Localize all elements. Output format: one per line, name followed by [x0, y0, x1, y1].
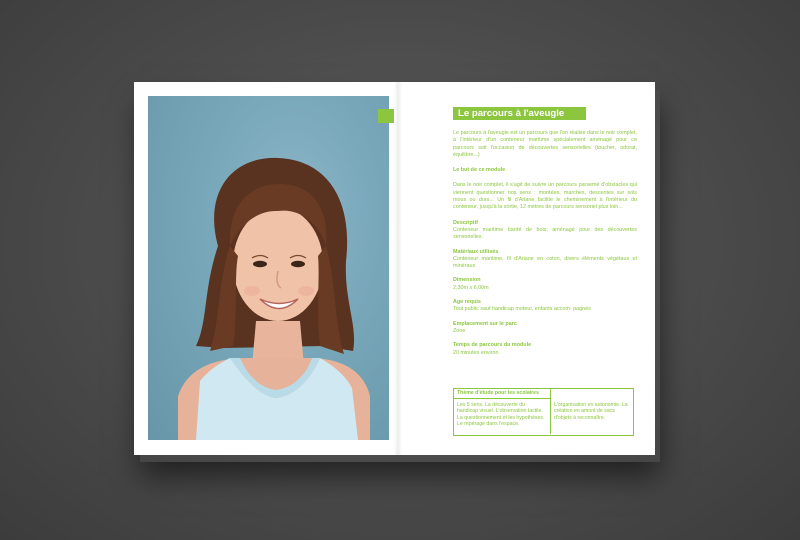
- section-dimension: [453, 277, 637, 292]
- section-temps: [453, 342, 637, 357]
- girl-photo: [148, 96, 389, 440]
- page-fold: [394, 82, 402, 455]
- section-heading: Matériaux utilisés: [453, 248, 499, 255]
- theme-column-1: Les 5 sens. La découverte du handicap visuel. L'observation tactile. La questionnement et les hypothèses. Le repérage dans l'espace.: [454, 399, 551, 434]
- section-text: Conteneur maritime bardé de bois, aménagé pour des découvertes sensorielles.: [453, 226, 637, 241]
- section-materiaux: [453, 249, 637, 271]
- section-text: Tout public sauf handicap moteur, enfants accom- pagnés: [453, 306, 591, 313]
- section-heading: Age requis: [453, 299, 481, 306]
- brochure-spread: [134, 82, 655, 455]
- intro-text: Le parcours à l'aveugle est un parcours que l'on réalise dans le noir complet, à l'intérieur d'un conteneur maritime spécialement aménagé pour ce parcours soit l'occasion de découvertes sensorielles (toucher, odorat, équilibre...): [453, 130, 637, 158]
- theme-column-2: L'organisation en autonomie. La création en amont de sacs d'objets à reconnaître.: [554, 402, 628, 421]
- goal-heading: Le but de ce module: [453, 167, 506, 174]
- section-heading: Temps de parcours du module: [453, 342, 532, 349]
- section-heading: Emplacement sur le parc: [453, 320, 517, 327]
- section-heading: Dimension: [453, 277, 481, 284]
- section-heading: Descriptif: [453, 219, 478, 226]
- section-descriptif: [453, 220, 637, 242]
- goal-text: Dans le noir complet, il s'agit de suivre un parcours parsemé d'obstacles qui viennent questionner nos sens : montées, marches, descentes sur sols mous ou durs... Un fil d'Ariane facilite le cheminement à l'intérieur du conteneur, jusqu'à la sortie, 12 mètres de parcours sensoriel plus loin...: [453, 182, 637, 211]
- section-age: [453, 299, 637, 314]
- section-text: Conteneur maritime, fil d'Ariane en coton, divers éléments végétaux et minéraux: [453, 255, 637, 270]
- theme-heading: Thème d'étude pour les scolaires: [454, 389, 551, 399]
- section-text: Zone: [453, 327, 466, 334]
- section-text: 20 minutes environ: [453, 349, 499, 356]
- right-page-content: [453, 107, 637, 364]
- section-emplacement: [453, 321, 637, 336]
- page-title: Le parcours à l'aveugle: [453, 107, 586, 120]
- theme-box: [453, 388, 634, 436]
- green-accent-tab: [378, 109, 394, 123]
- section-text: 2,30m x 6,00m: [453, 284, 489, 291]
